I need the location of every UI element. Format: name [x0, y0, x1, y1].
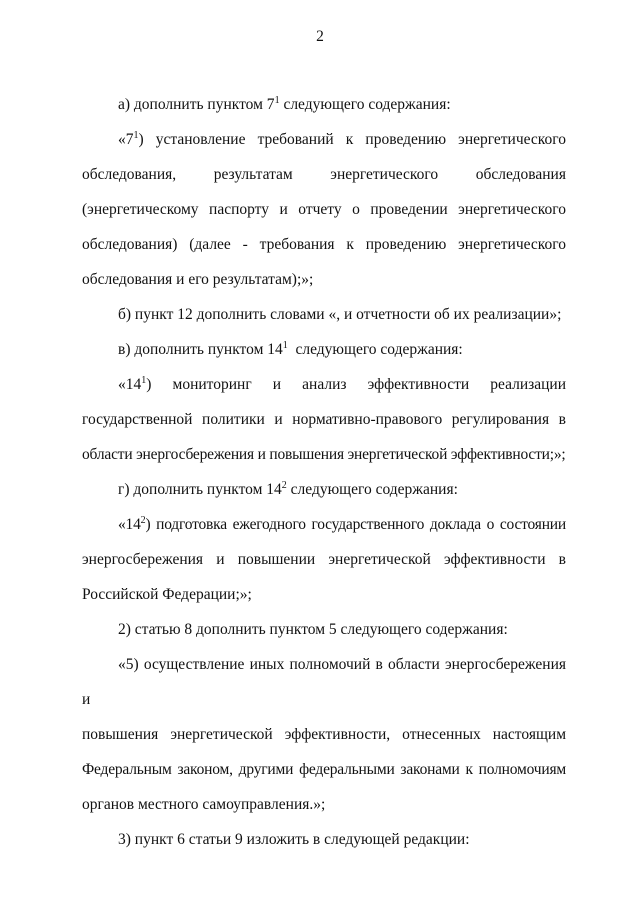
paragraph-14-1-quote — [82, 367, 566, 472]
text-span: следующего содержания: — [287, 341, 463, 358]
text-span: ) мониторинг и анализ эффективности реализации — [146, 376, 566, 393]
superscript: 1 — [274, 94, 280, 106]
line: обследования) (далее - требования к проведению энергетического — [82, 236, 566, 253]
text-span: ) установление требований к проведению энергетического — [138, 131, 566, 148]
text-span: ) подготовка ежегодного государственного доклада о состоянии — [145, 516, 566, 533]
superscript: 1 — [141, 374, 147, 386]
line — [82, 122, 566, 157]
paragraph-g — [82, 472, 566, 507]
line: органов местного самоуправления.»; — [82, 796, 326, 813]
paragraph-v — [82, 332, 566, 367]
line: государственной политики и нормативно-правового регулирования в — [82, 411, 566, 428]
line — [82, 367, 566, 402]
line: обследования и его результатам);»; — [82, 271, 314, 288]
line: Российской Федерации;»; — [82, 586, 252, 603]
line: энергосбережения и повышении энергетической эффективности в — [82, 551, 566, 568]
line — [82, 507, 566, 542]
line: (энергетическому паспорту и отчету о проведении энергетического — [82, 201, 566, 218]
text-span: «14 — [118, 376, 142, 393]
page-number: 2 — [316, 28, 324, 45]
paragraph-14-2-quote — [82, 507, 566, 612]
superscript: 1 — [133, 129, 139, 141]
line: повышения энергетической эффективности, отнесенных настоящим — [82, 726, 566, 743]
text-span: «14 — [118, 516, 141, 533]
line: «5) осуществление иных полномочий в области энергосбережения и — [82, 656, 566, 708]
superscript: 2 — [281, 479, 287, 491]
paragraph-b: б) пункт 12 дополнить словами «, и отчетности об их реализации»; — [118, 306, 562, 323]
line: области энергосбережения и повышения энергетической эффективности;»; — [82, 446, 566, 463]
text-span: а) дополнить пунктом 7 — [118, 96, 275, 113]
text-span: г) дополнить пунктом 14 — [118, 481, 282, 498]
text-span: следующего содержания: — [286, 481, 458, 498]
text-span: следующего содержания: — [279, 96, 451, 113]
text-span: в) дополнить пунктом 14 — [118, 341, 283, 358]
superscript: 2 — [140, 514, 146, 526]
line: обследования, результатам энергетического обследования — [82, 166, 566, 183]
document-body — [82, 87, 566, 857]
text-span: «7 — [118, 131, 134, 148]
paragraph-7-1-quote — [82, 122, 566, 297]
paragraph-a — [82, 87, 566, 122]
paragraph-5-quote — [82, 647, 566, 822]
paragraph-3: 3) пункт 6 статьи 9 изложить в следующей редакции: — [118, 831, 470, 848]
line: Федеральным законом, другими федеральными законами к полномочиям — [82, 761, 566, 778]
superscript: 1 — [282, 339, 288, 351]
paragraph-2: 2) статью 8 дополнить пунктом 5 следующего содержания: — [118, 621, 508, 638]
